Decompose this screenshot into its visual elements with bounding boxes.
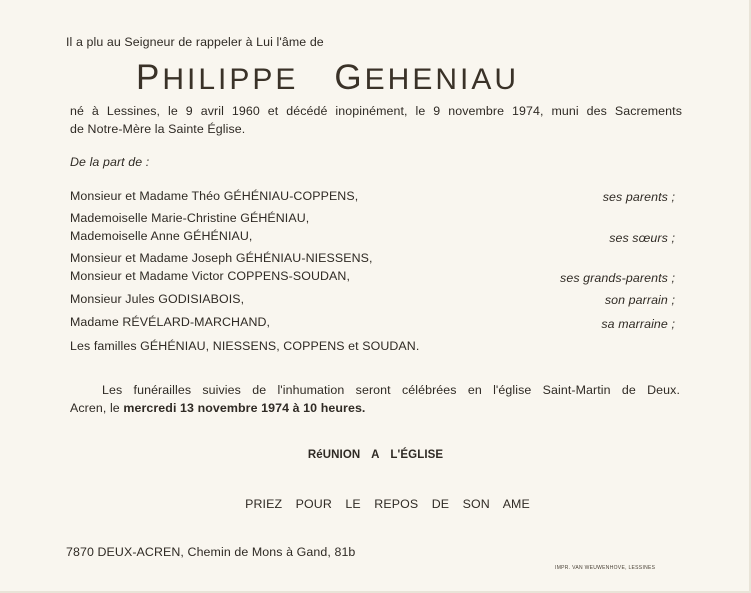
- funeral-place: Acren, le: [70, 401, 120, 415]
- last-name-initial: G: [334, 58, 365, 97]
- reunion-heading: RéUNION A L'ÉGLISE: [307, 449, 444, 461]
- deceased-name: [136, 58, 519, 98]
- relative-name: Monsieur et Madame Joseph GÉHÉNIAU-NIESSENS,: [70, 251, 373, 265]
- first-name-rest: HILIPPE: [162, 63, 299, 96]
- prayer-line: PRIEZ POUR LE REPOS DE SON AME: [245, 497, 530, 511]
- family-address: 7870 DEUX-ACREN, Chemin de Mons à Gand, 81b: [66, 545, 356, 559]
- relative-role: ses parents ;: [602, 190, 675, 204]
- relative-name: Monsieur et Madame Théo GÉHÉNIAU-COPPENS,: [70, 189, 359, 203]
- relative-name: Les familles GÉHÉNIAU, NIESSENS, COPPENS et SOUDAN.: [70, 339, 420, 353]
- relative-name: Monsieur et Madame Victor COPPENS-SOUDAN,: [70, 269, 350, 283]
- printer-credit: IMPR. VAN WEUWENHOVE, LESSINES: [555, 565, 656, 571]
- funeral-line-1: Les funérailles suivies de l'inhumation seront célébrées en l'église Saint-Martin de Deux.: [102, 383, 680, 397]
- birth-death-line-2: de Notre-Mère la Sainte Église.: [70, 122, 246, 136]
- funeral-line-2: [70, 401, 365, 415]
- relative-role: son parrain ;: [604, 293, 675, 307]
- funeral-date: mercredi 13 novembre 1974 à 10 heures.: [123, 401, 366, 415]
- relative-role: ses grands-parents ;: [560, 271, 675, 285]
- relative-role: ses sœurs ;: [609, 231, 675, 245]
- relative-name: Madame RÉVÉLARD-MARCHAND,: [70, 315, 271, 329]
- intro-text: Il a plu au Seigneur de rappeler à Lui l'âme de: [66, 35, 324, 49]
- de-la-part-heading: De la part de :: [70, 155, 150, 169]
- relative-role: sa marraine ;: [601, 317, 675, 331]
- relative-name: Mademoiselle Marie-Christine GÉHÉNIAU,: [70, 211, 310, 225]
- birth-death-line-1: né à Lessines, le 9 avril 1960 et décédé inopinément, le 9 novembre 1974, muni des Sacrements: [70, 104, 682, 118]
- last-name-rest: EHENIAU: [364, 63, 520, 96]
- relative-name: Monsieur Jules GODISIABOIS,: [70, 292, 245, 306]
- first-name-initial: P: [136, 58, 163, 97]
- relative-name: Mademoiselle Anne GÉHÉNIAU,: [70, 229, 253, 243]
